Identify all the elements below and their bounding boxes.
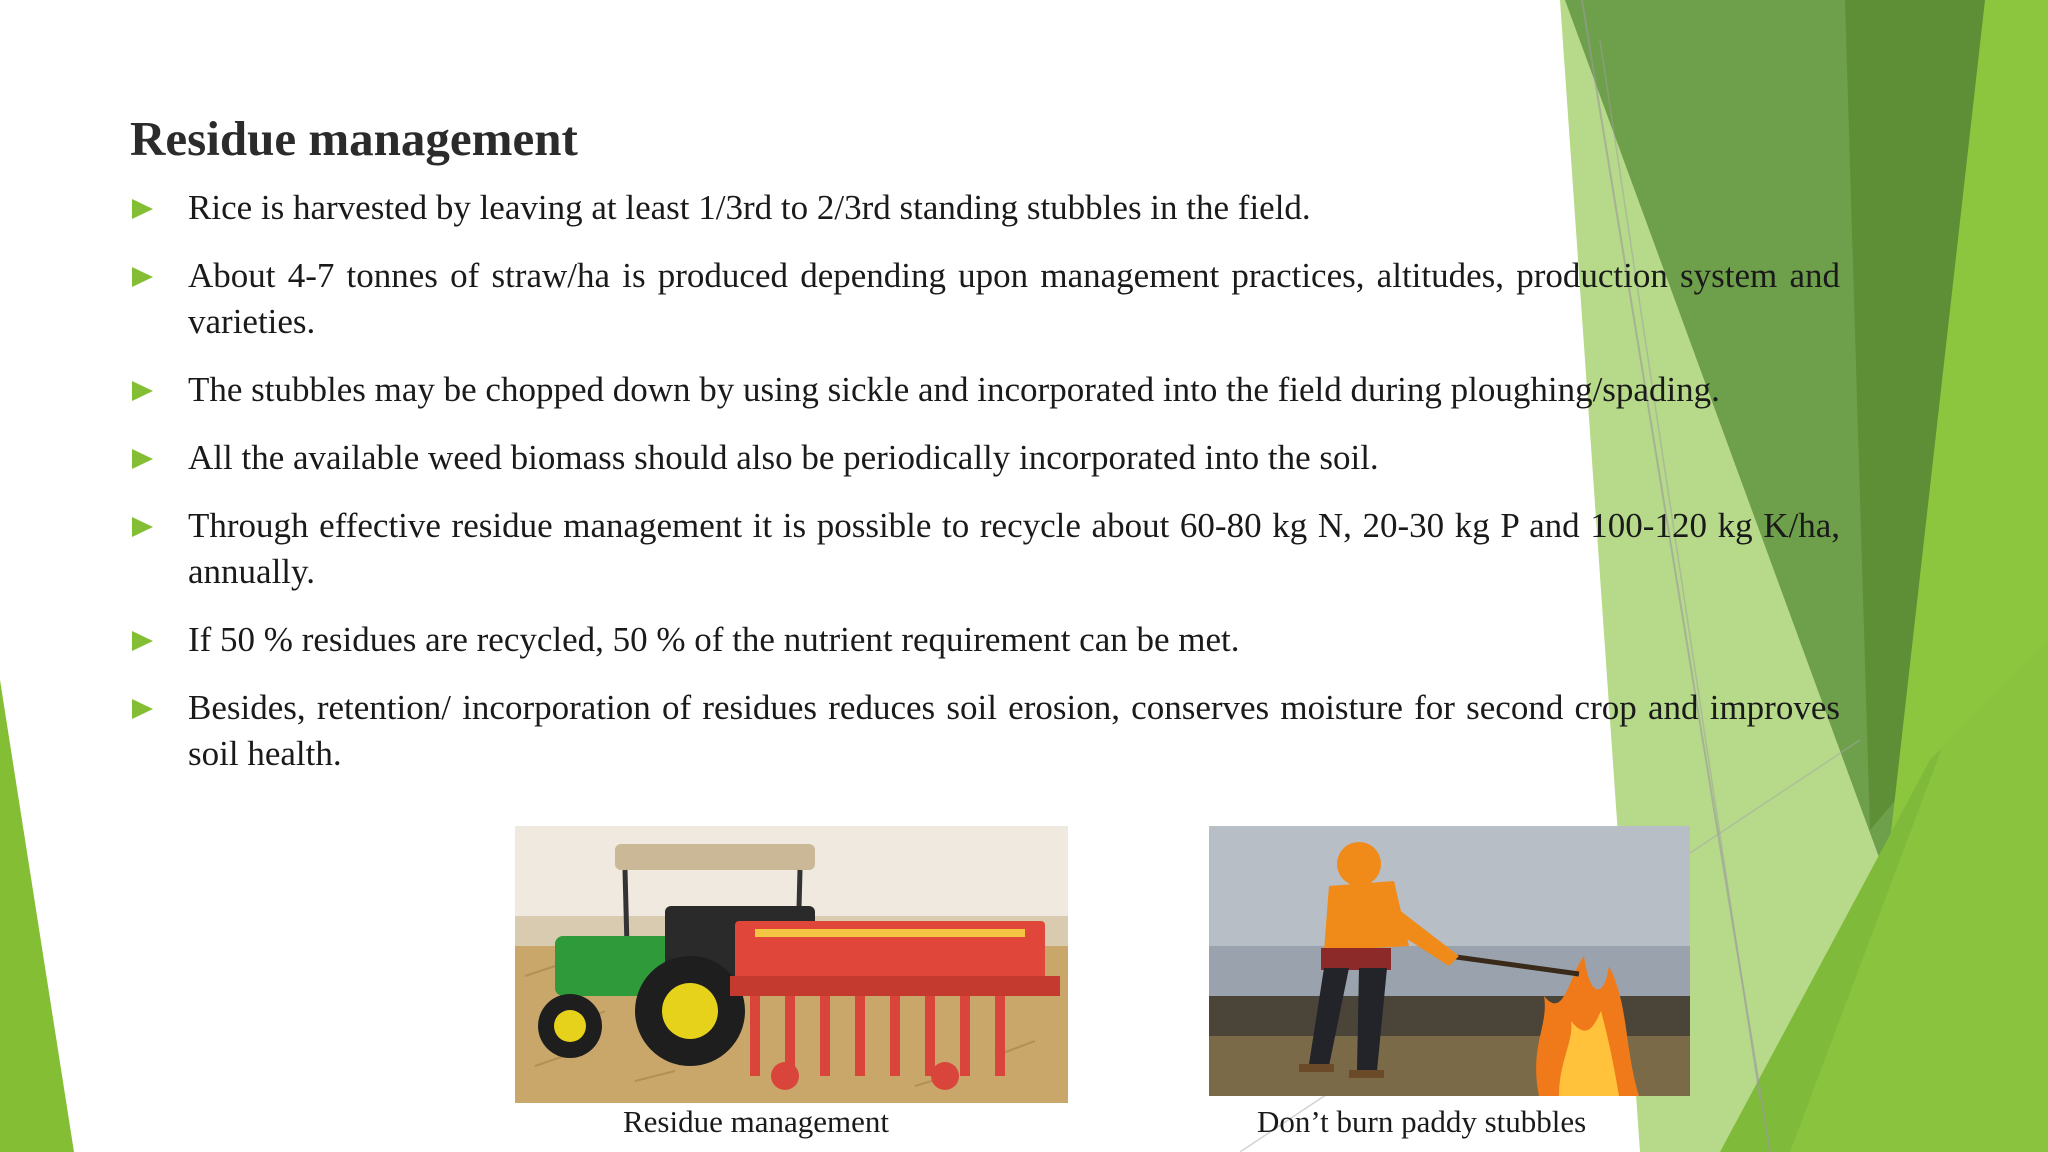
bullet-text: About 4-7 tonnes of straw/ha is produced depending upon management practices, altitudes, production system and varieties. xyxy=(188,256,1840,341)
triangle-bullet-icon xyxy=(132,381,153,401)
bullet-item xyxy=(130,503,1840,595)
bullet-item xyxy=(130,253,1840,345)
image-caption-right: Don’t burn paddy stubbles xyxy=(1257,1104,1587,1139)
stubble-burning-photo xyxy=(1209,826,1690,1096)
triangle-bullet-icon xyxy=(132,631,153,651)
triangle-bullet-icon xyxy=(132,517,153,537)
triangle-bullet-icon xyxy=(132,267,153,287)
bullet-item xyxy=(130,367,1840,413)
bullet-text: If 50 % residues are recycled, 50 % of the nutrient requirement can be met. xyxy=(188,620,1240,659)
bullet-list xyxy=(130,185,1840,799)
triangle-bullet-icon xyxy=(132,699,153,719)
image-caption-left: Residue management xyxy=(623,1104,889,1139)
bullet-text: Rice is harvested by leaving at least 1/3rd to 2/3rd standing stubbles in the field. xyxy=(188,188,1311,227)
tractor-residue-machine-photo xyxy=(515,826,1068,1103)
bullet-item xyxy=(130,617,1840,663)
bullet-text: All the available weed biomass should also be periodically incorporated into the soil. xyxy=(188,438,1379,477)
triangle-bullet-icon xyxy=(132,449,153,469)
bullet-text: Through effective residue management it is possible to recycle about 60-80 kg N, 20-30 kg P and 100-120 kg K/ha, annually. xyxy=(188,506,1840,591)
triangle-bullet-icon xyxy=(132,199,153,219)
slide-title: Residue management xyxy=(130,111,578,166)
bullet-text: Besides, retention/ incorporation of residues reduces soil erosion, conserves moisture for second crop and improves soil health. xyxy=(188,688,1840,773)
bullet-item xyxy=(130,185,1840,231)
bullet-text: The stubbles may be chopped down by using sickle and incorporated into the field during ploughing/spading. xyxy=(188,370,1720,409)
bullet-item xyxy=(130,685,1840,777)
bullet-item xyxy=(130,435,1840,481)
left-deco-shape xyxy=(0,680,74,1152)
